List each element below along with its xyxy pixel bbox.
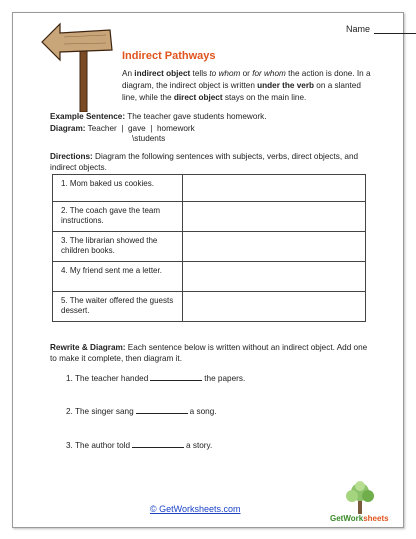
example-diagram-indirect: \students <box>132 134 166 143</box>
footer-link[interactable]: © GetWorksheets.com <box>150 504 241 514</box>
table-row <box>53 175 366 202</box>
diagram-table <box>52 174 366 322</box>
intro-paragraph: An indirect object tells to whom or for whom the action is done. In a diagram, the indirect object is written under the verb on a slanted line, while the direct object stays on the main line. <box>122 69 371 102</box>
diagram-cell[interactable] <box>183 232 366 262</box>
table-row <box>53 262 366 292</box>
answer-blank[interactable] <box>150 372 202 381</box>
sentence-cell: 3. The librarian showed the children books. <box>53 232 183 262</box>
brand-logo-text: GetWorksheets <box>330 514 389 523</box>
signpost-illustration <box>40 20 116 112</box>
table-row <box>53 292 366 322</box>
rewrite-item: 2. The singer sang a song. <box>66 407 217 416</box>
directions: Directions: Diagram the following sentences with subjects, verbs, direct objects, and indirect objects. <box>50 152 359 172</box>
example-sentence: Example Sentence: The teacher gave students homework. <box>50 112 267 121</box>
answer-blank[interactable] <box>132 439 184 448</box>
sentence-cell: 5. The waiter offered the guests dessert. <box>53 292 183 322</box>
name-line[interactable] <box>374 24 416 34</box>
sentence-cell: 1. Mom baked us cookies. <box>53 175 183 202</box>
rewrite-instructions: Rewrite & Diagram: Each sentence below is written without an indirect object. Add one to make it complete, then diagram it. <box>50 343 368 363</box>
answer-blank[interactable] <box>136 405 188 414</box>
rewrite-item: 1. The teacher handed the papers. <box>66 374 246 383</box>
diagram-cell[interactable] <box>183 262 366 292</box>
example-diagram: Diagram: Teacher | gave | homework <box>50 124 195 133</box>
sentence-cell: 4. My friend sent me a letter. <box>53 262 183 292</box>
name-label: Name <box>346 24 371 34</box>
table-row <box>53 202 366 232</box>
sentence-cell: 2. The coach gave the team instructions. <box>53 202 183 232</box>
table-row <box>53 232 366 262</box>
page-title: Indirect Pathways <box>122 50 216 62</box>
rewrite-item: 3. The author told a story. <box>66 441 213 450</box>
diagram-cell[interactable] <box>183 202 366 232</box>
diagram-cell[interactable] <box>183 175 366 202</box>
diagram-cell[interactable] <box>183 292 366 322</box>
name-field[interactable] <box>346 24 416 34</box>
